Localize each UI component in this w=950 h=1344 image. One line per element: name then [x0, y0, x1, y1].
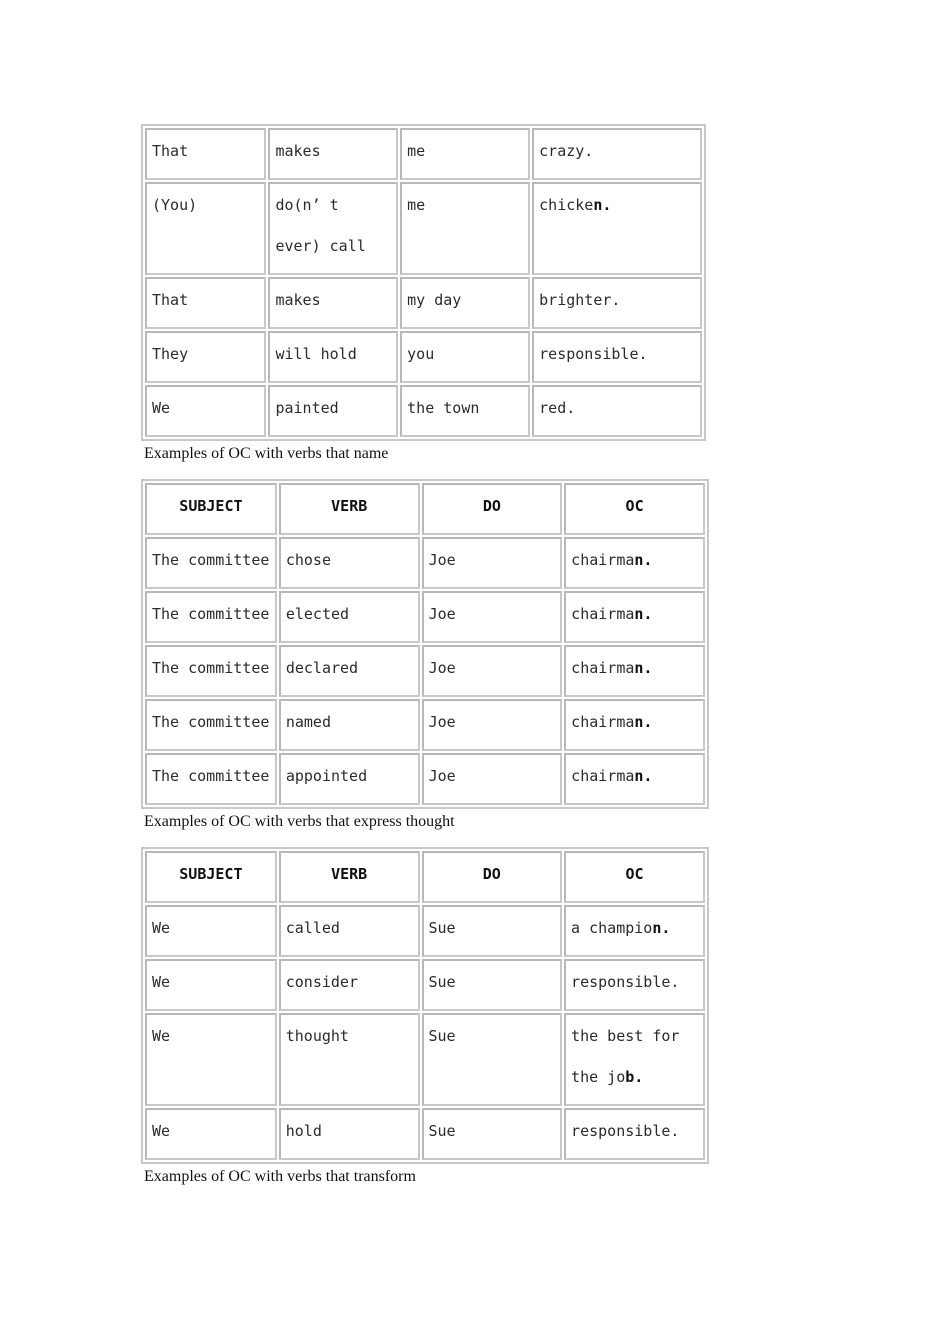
table-row — [145, 385, 702, 437]
object-complement-cell: chairman. — [564, 645, 705, 697]
table-1-body — [145, 128, 702, 437]
verb-cell: consider — [279, 959, 420, 1011]
header-row — [145, 851, 705, 903]
table-row — [145, 537, 705, 589]
direct-object-cell: Sue — [422, 905, 563, 957]
example-table-1 — [141, 124, 706, 441]
verb-cell: elected — [279, 591, 420, 643]
subject-cell: The committee — [145, 537, 277, 589]
column-header-subject: SUBJECT — [145, 851, 277, 903]
direct-object-cell: Sue — [422, 1108, 563, 1160]
subject-cell: The committee — [145, 753, 277, 805]
verb-cell: chose — [279, 537, 420, 589]
table-2-body — [145, 537, 705, 805]
table-row — [145, 1013, 705, 1106]
table-row — [145, 591, 705, 643]
subject-cell: The committee — [145, 591, 277, 643]
direct-object-cell: the town — [400, 385, 530, 437]
direct-object-cell: Joe — [422, 699, 563, 751]
object-complement-cell: a champion. — [564, 905, 705, 957]
table-row — [145, 645, 705, 697]
verb-cell: painted — [268, 385, 398, 437]
column-header-subject: SUBJECT — [145, 483, 277, 535]
object-complement-cell: chairman. — [564, 699, 705, 751]
subject-cell: We — [145, 385, 266, 437]
table-row — [145, 959, 705, 1011]
object-complement-cell: crazy. — [532, 128, 702, 180]
subject-cell: (You) — [145, 182, 266, 275]
table-row — [145, 128, 702, 180]
object-complement-cell: the best for the job. — [564, 1013, 705, 1106]
object-complement-cell: brighter. — [532, 277, 702, 329]
table-row — [145, 331, 702, 383]
table-row — [145, 277, 702, 329]
subject-cell: We — [145, 1108, 277, 1160]
table-2-header — [145, 483, 705, 535]
object-complement-cell: red. — [532, 385, 702, 437]
column-header-oc: OC — [564, 851, 705, 903]
object-complement-cell: responsible. — [564, 959, 705, 1011]
direct-object-cell: me — [400, 182, 530, 275]
table-row — [145, 699, 705, 751]
direct-object-cell: Joe — [422, 537, 563, 589]
direct-object-cell: me — [400, 128, 530, 180]
verb-cell: declared — [279, 645, 420, 697]
table-row — [145, 182, 702, 275]
direct-object-cell: Sue — [422, 959, 563, 1011]
column-header-do: DO — [422, 851, 563, 903]
table-2-caption: Examples of OC with verbs that express thought — [144, 813, 455, 830]
direct-object-cell: Sue — [422, 1013, 563, 1106]
subject-cell: We — [145, 1013, 277, 1106]
object-complement-cell: chairman. — [564, 753, 705, 805]
table-row — [145, 905, 705, 957]
column-header-oc: OC — [564, 483, 705, 535]
verb-cell: makes — [268, 277, 398, 329]
verb-cell: thought — [279, 1013, 420, 1106]
verb-cell: called — [279, 905, 420, 957]
example-table-3 — [141, 847, 709, 1164]
column-header-verb: VERB — [279, 851, 420, 903]
table-row — [145, 1108, 705, 1160]
subject-cell: We — [145, 959, 277, 1011]
direct-object-cell: Joe — [422, 753, 563, 805]
table-3-body — [145, 905, 705, 1160]
table-1-caption: Examples of OC with verbs that name — [144, 445, 389, 462]
subject-cell: We — [145, 905, 277, 957]
verb-cell: will hold — [268, 331, 398, 383]
column-header-verb: VERB — [279, 483, 420, 535]
object-complement-cell: chairman. — [564, 591, 705, 643]
verb-cell: appointed — [279, 753, 420, 805]
verb-cell: do(n’ t ever) call — [268, 182, 398, 275]
subject-cell: They — [145, 331, 266, 383]
table-3-header — [145, 851, 705, 903]
subject-cell: The committee — [145, 645, 277, 697]
verb-cell: hold — [279, 1108, 420, 1160]
direct-object-cell: Joe — [422, 645, 563, 697]
direct-object-cell: Joe — [422, 591, 563, 643]
subject-cell: That — [145, 277, 266, 329]
object-complement-cell: chairman. — [564, 537, 705, 589]
object-complement-cell: responsible. — [532, 331, 702, 383]
example-table-2 — [141, 479, 709, 809]
object-complement-cell: responsible. — [564, 1108, 705, 1160]
direct-object-cell: my day — [400, 277, 530, 329]
subject-cell: That — [145, 128, 266, 180]
direct-object-cell: you — [400, 331, 530, 383]
object-complement-cell: chicken. — [532, 182, 702, 275]
subject-cell: The committee — [145, 699, 277, 751]
column-header-do: DO — [422, 483, 563, 535]
table-row — [145, 753, 705, 805]
header-row — [145, 483, 705, 535]
table-3-caption: Examples of OC with verbs that transform — [144, 1168, 416, 1185]
verb-cell: makes — [268, 128, 398, 180]
verb-cell: named — [279, 699, 420, 751]
